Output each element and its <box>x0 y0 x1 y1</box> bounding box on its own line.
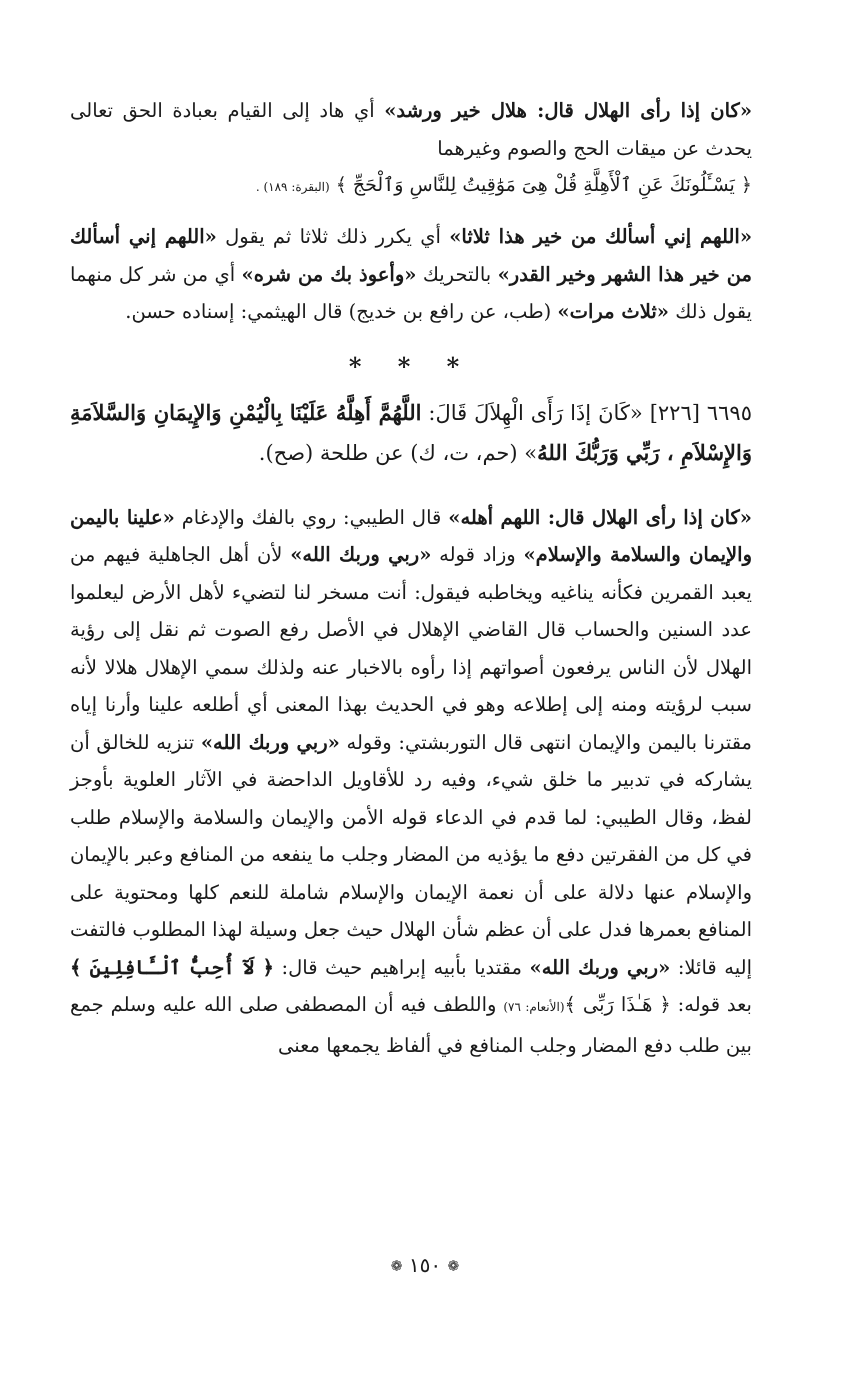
text-3: أي من شر كل منهما يقول ذلك <box>70 262 752 323</box>
text-2: بالتحريك <box>416 262 498 286</box>
ayah-la-uhibbu: ﴿ لَآ أُحِبُّ ٱلْـَٔافِلِينَ ﴾ <box>70 955 274 979</box>
hadith-source: » (حم، ت، ك) عن طلحة (صح). <box>258 440 538 465</box>
paragraph-commentary <box>70 499 752 1065</box>
commentary-text-4: تنزيه للخالق أن يشاركه في تدبير ما خلق شيء، وفيه رد للأقاويل الداحضة في الآثار العلوية بأوجز لفظ، وقال الطيبي: لما قدم في الدعاء قوله الأمن والإيمان والسلامة والإسلام طلب في كل من الفقرتين دفع ما يؤذيه من المضار وجلب ما ينفعه من المنافع وعبر بالإيمان والإسلام عنها دلالة على أن نعمة الإيمان والإسلام شاملة للنعم كلها ومحتوية على المنافع بعمرها فدل على أن عظم شأن الهلال حيث جعل وسيلة لهذا المطلوب فالتفت إليه قائلا: <box>69 730 752 979</box>
section-separator: * * * <box>348 351 474 381</box>
commentary-text-7: واللطف فيه أن المصطفى صلى الله عليه وسلم جمع بين طلب دفع المضار وجلب المنافع في ألفاظ يجمعها معنى <box>70 993 752 1057</box>
page-number <box>0 1250 850 1282</box>
paragraph-allahumma-asaluka <box>70 218 752 331</box>
hadith-number: ٦٦٩٥ [٢٢٦] <box>649 400 752 425</box>
ornament-icon: ❁ <box>447 1258 460 1275</box>
quote-4: «ثلاث مرات» <box>557 300 669 323</box>
text-1: أي يكرر ذلك ثلاثا ثم يقول <box>216 225 450 248</box>
ayah-reference-anam: (الأنعام: ٧٦) <box>503 1000 565 1014</box>
quote-3: «وأعوذ بك من شره» <box>241 262 417 286</box>
commentary-text-6: بعد قوله: <box>670 993 752 1016</box>
quote-2: «اللهم إني أسألك من خير هذا الشهر وخير القدر» <box>70 225 752 286</box>
commentary-quote-1: «كان إذا رأى الهلال قال: اللهم أهله» <box>448 505 752 529</box>
hadith-intro: «كَانَ إذَا رَأَى الْهِلاَلَ قَالَ: <box>421 400 650 425</box>
commentary-text-5: مقتديا بأبيه إبراهيم حيث قال: <box>273 955 530 979</box>
ayah-hadha-rabbi: ﴿ هَـٰذَا رَبِّى ﴾ <box>564 993 671 1016</box>
ayah-reference: (البقرة: ١٨٩) . <box>255 180 330 194</box>
quote-hilal-khair: «كان إذا رأى الهلال قال: هلال خير ورشد» <box>384 99 753 122</box>
commentary-text-2: وزاد قوله <box>431 543 524 566</box>
page-body <box>70 92 752 1064</box>
commentary-text-3: لأن أهل الجاهلية فيهم من يعبد القمرين فكأنه يناغيه ويخاطبه فيقول: أنت مسخر لنا لتضيء لأهل الأرض ليعلموا عدد السنين والحساب قال القاضي الإهلال في الأصل رفع الصوت ثم نقل إلى رؤية الهلال لأن الناس يرفعون أصواتهم إذا رأوه بالاخبار عنه ولذلك سمي الإهلال هلالا لأنه سبب لرؤيته ومنه إلى إطلاعه وهو في الحديث بهذا المعنى أي أطلعه علينا وأرنا إياه مقترنا باليمن والإيمان انتهى قال التوربشتي: وقوله <box>70 543 753 754</box>
ayah-text: ﴿ يَسْـَٔلُونَكَ عَنِ ٱلْأَهِلَّةِ قُلْ هِىَ مَوَٰقِيتُ لِلنَّاسِ وَٱلْحَجِّ ﴾ <box>335 174 752 196</box>
page-number-value: ١٥٠ <box>408 1253 442 1277</box>
paragraph-hilal-khair <box>70 92 752 167</box>
commentary-quote-5: «ربي وربك الله» <box>529 955 671 979</box>
commentary-quote-2: «علينا باليمن والإيمان والسلامة والإسلام» <box>70 505 752 566</box>
text-4: (طب، عن رافع بن خديج) قال الهيثمي: إسناده حسن. <box>125 300 558 323</box>
commentary-text-1: قال الطيبي: روي بالفك والإدغام <box>174 505 449 529</box>
hadith-dua: اللَّهُمَّ أَهِلَّهُ عَلَيْنَا بِالْيُمْنِ وَالإِيمَانِ وَالسَّلاَمَةِ وَالإِسْلاَمِ ، رَبِّي وَرَبُّكَ اللهُ <box>70 399 752 465</box>
commentary-quote-4: «ربي وربك الله» <box>200 730 340 754</box>
spacer <box>70 473 752 499</box>
quote-1: «اللهم إني أسألك من خير هذا ثلاثا» <box>449 225 753 248</box>
commentary-quote-3: «ربي وربك الله» <box>290 543 432 566</box>
hadith-6695 <box>70 393 752 473</box>
quran-verse-ahilla <box>70 167 752 206</box>
spacer <box>70 206 752 218</box>
text-explanation: أي هاد إلى القيام بعبادة الحق تعالى يحدث عن ميقات الحج والصوم وغيرهما <box>70 99 752 160</box>
ornament-icon: ❁ <box>390 1258 403 1275</box>
